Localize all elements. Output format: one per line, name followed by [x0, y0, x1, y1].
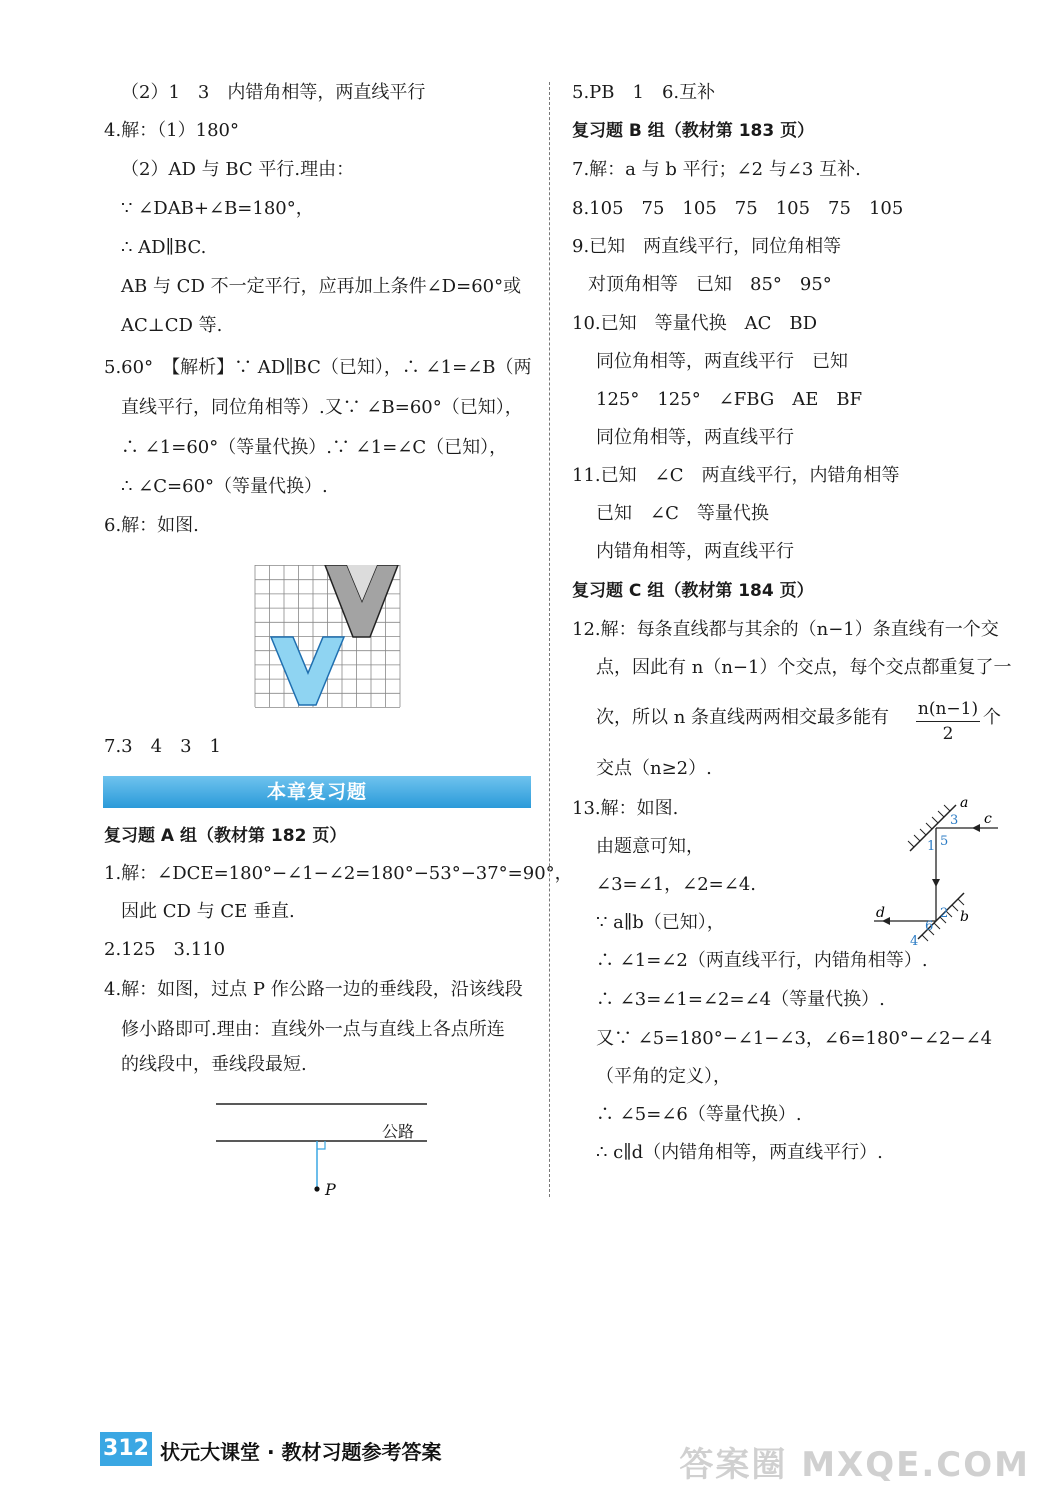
left-text-line: AB 与 CD 不一定平行，应再加上条件∠D=60°或 [121, 276, 522, 297]
right-text-line: 对顶角相等 已知 85° 95° [588, 274, 832, 295]
left-text-line: ∵ ∠DAB+∠B=180°， [121, 198, 314, 219]
road-figure [214, 1096, 434, 1206]
label-4: 4 [910, 934, 919, 949]
left-text-line: 的线段中，垂线段最短. [121, 1054, 307, 1075]
right-text-line: 11.已知 ∠C 两直线平行，内错角相等 [572, 465, 900, 486]
label-1: 1 [927, 839, 936, 854]
label-a: a [960, 795, 969, 811]
right-text-line: 7.解：a 与 b 平行；∠2 与∠3 互补. [572, 159, 861, 180]
left-text-line: 4.解：如图，过点 P 作公路一边的垂线段，沿该线段 [104, 979, 523, 1000]
label-6: 6 [925, 919, 934, 934]
right-text-line: 9.已知 两直线平行，同位角相等 [572, 236, 842, 257]
fraction [916, 697, 980, 746]
right-text-line: 12.解：每条直线都与其余的（n−1）条直线有一个交 [572, 619, 999, 640]
right-text-line: 点，因此有 n（n−1）个交点，每个交点都重复了一 [596, 657, 1012, 678]
left-text-line: （2）AD 与 BC 平行.理由： [121, 159, 355, 180]
right-text-line: 8.105 75 105 75 105 75 105 [572, 198, 904, 219]
right-text-line: 交点（n≥2）. [596, 758, 712, 779]
right-text-line: 由题意可知， [596, 836, 704, 857]
label-b: b [960, 909, 969, 925]
footer-title: 状元大课堂 · 教材习题参考答案 [160, 1440, 442, 1464]
left-text-line: 直线平行，同位角相等）.又∵ ∠B=60°（已知）， [121, 397, 523, 418]
right-text-line: ∵ a∥b（已知）， [596, 912, 725, 933]
right-text-line: 同位角相等，两直线平行 [596, 427, 794, 448]
right-text-line: 个 [983, 707, 1001, 728]
left-text-line: 因此 CD 与 CE 垂直. [121, 901, 295, 922]
right-text-line: 同位角相等，两直线平行 已知 [596, 351, 848, 372]
blue-v-shape [271, 637, 344, 705]
label-3: 3 [950, 813, 959, 828]
left-text-line: （2）1 3 内错角相等，两直线平行 [121, 82, 426, 103]
right-text-line: 13.解：如图. [572, 798, 679, 819]
left-text-line: 复习题 A 组（教材第 182 页） [104, 826, 347, 846]
label-5: 5 [940, 834, 949, 849]
mirror-figure [860, 795, 1010, 955]
fraction-numerator: n(n−1) [916, 697, 980, 722]
left-text-line: 1.解：∠DCE=180°−∠1−∠2=180°−53°−37°=90°， [104, 863, 573, 884]
fraction-denominator: 2 [942, 724, 954, 744]
right-text-line: 内错角相等，两直线平行 [596, 541, 794, 562]
left-text-line: AC⊥CD 等. [121, 315, 223, 336]
right-angle-mark [317, 1141, 325, 1149]
right-text-line: ∴ c∥d（内错角相等，两直线平行）. [596, 1142, 883, 1163]
right-text-line: ∴ ∠3=∠1=∠2=∠4（等量代换）. [596, 989, 885, 1010]
left-text-line: 7.3 4 3 1 [104, 736, 221, 757]
label-d: d [876, 905, 885, 921]
right-text-line: 复习题 C 组（教材第 184 页） [572, 581, 814, 601]
label-2: 2 [940, 906, 949, 921]
label-c: c [984, 811, 992, 827]
right-text-line: 10.已知 等量代换 AC BD [572, 313, 818, 334]
column-divider [549, 82, 550, 1197]
right-text-line: 125° 125° ∠FBG AE BF [596, 389, 863, 410]
left-text-line: 修小路即可.理由：直线外一点与直线上各点所连 [121, 1019, 505, 1040]
point-p-label: P [325, 1180, 336, 1199]
right-text-line: ∴ ∠1=∠2（两直线平行，内错角相等）. [596, 950, 928, 971]
left-text-line: 6.解：如图. [104, 515, 199, 536]
watermark: 答案圈 MXQE.COM [679, 1445, 1030, 1485]
right-text-line: ∠3=∠1，∠2=∠4. [596, 874, 757, 895]
right-text-line: ∴ ∠5=∠6（等量代换）. [596, 1104, 802, 1125]
ray-vertical-arrow [932, 879, 940, 887]
section-banner: 本章复习题 [103, 776, 531, 808]
page-number: 312 [100, 1432, 152, 1466]
right-text-line: 又∵ ∠5=180°−∠1−∠3，∠6=180°−∠2−∠4 [596, 1028, 993, 1049]
left-text-line: 5.60° 【解析】∵ AD∥BC（已知），∴ ∠1=∠B（两 [104, 357, 532, 378]
left-text-line: 4.解：（1）180° [104, 120, 239, 141]
right-text-line: （平角的定义）， [596, 1066, 731, 1087]
road-label: 公路 [382, 1122, 415, 1141]
left-text-line: ∴ AD∥BC. [121, 237, 207, 258]
right-text-line: 5.PB 1 6.互补 [572, 82, 716, 103]
left-text-line: ∴ ∠C=60°（等量代换）. [121, 476, 328, 497]
ray-c-arrow [972, 824, 980, 832]
right-text-line: 已知 ∠C 等量代换 [596, 503, 769, 524]
grid-figure [253, 565, 408, 710]
right-text-line: 次，所以 n 条直线两两相交最多能有 [596, 707, 890, 728]
right-text-line: 复习题 B 组（教材第 183 页） [572, 121, 815, 141]
left-text-line: 2.125 3.110 [104, 939, 226, 960]
point-p [314, 1186, 319, 1191]
left-text-line: ∴ ∠1=60°（等量代换）.∵ ∠1=∠C（已知）， [121, 437, 508, 458]
